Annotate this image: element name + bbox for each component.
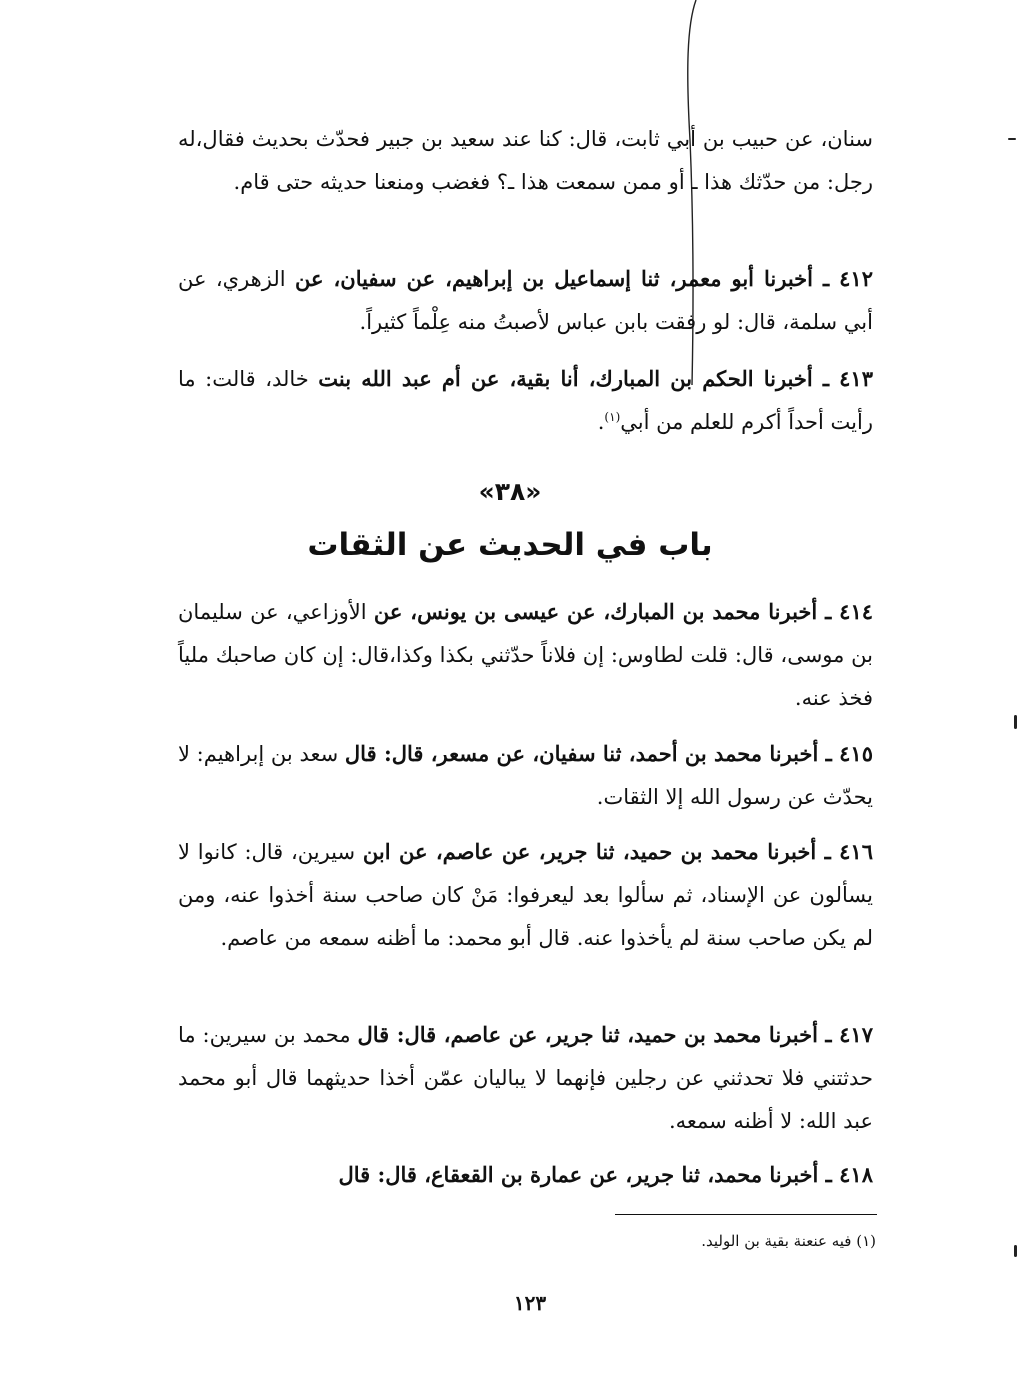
hadith-body: سيرين، قال: كانوا لا يسألون عن الإسناد، ثم سألوا بعد ليعرفوا: مَنْ كان صاحب سنة أخذوا عنه، ومن لم يكن صاحب سنة لم يأخذوا عنه. قال أبو محمد: ما أظنه سمعه من عاصم. <box>178 840 873 950</box>
paragraph-text: سنان، عن حبيب بن أبي ثابت، قال: كنا عند سعيد بن جبير فحدّث بحديث فقال،له رجل: من حدّثك هذا ـ أو ممن سمعت هذا ـ؟ فغضب ومنعنا حديثه حتى قام. <box>178 127 873 194</box>
footnote: (١) فيه عنعنة بقية بن الوليد. <box>701 1232 876 1250</box>
hadith-text <box>178 1013 873 1143</box>
hadith-414 <box>178 590 873 720</box>
hadith-text <box>178 590 873 720</box>
footnote-reference: (١) <box>604 410 621 424</box>
hadith-body: سعد بن إبراهيم: لا يحدّث عن رسول الله إلا الثقات. <box>178 742 873 809</box>
hadith-chain-lead: ٤١٣ ـ أخبرنا الحكم بن المبارك، أنا بقية، عن أم عبد الله بنت <box>318 366 873 391</box>
hadith-body: خالد، قالت: ما رأيت أحداً أكرم للعلم من أبي <box>178 367 873 434</box>
paragraph-continuation <box>178 118 873 204</box>
hadith-body: الأوزاعي، عن سليمان بن موسى، قال: قلت لطاوس: إن فلاناً حدّثني بكذا وكذا،قال: إن كان صاحبك ملياً فخذ عنه. <box>178 600 873 710</box>
scan-edge-mark <box>1014 715 1017 729</box>
hadith-text <box>178 1153 873 1197</box>
footnote-divider <box>615 1214 877 1215</box>
scan-edge-mark <box>1014 1245 1017 1257</box>
sentence-end: . <box>597 410 605 434</box>
hadith-body: محمد بن سيرين: ما حدثتني فلا تحدثني عن رجلين فإنهما لا يباليان عمّن أخذا حديثهما قال أبو محمد عبد الله: لا أظنه سمعه. <box>178 1023 873 1133</box>
hadith-418 <box>178 1153 873 1197</box>
hadith-chain-lead: ٤١٤ ـ أخبرنا محمد بن المبارك، عن عيسى بن يونس، عن <box>373 599 874 624</box>
hadith-chain-lead: ٤١٨ ـ أخبرنا محمد، ثنا جرير، عن عمارة بن القعقاع، قال: قال <box>338 1162 873 1187</box>
hadith-chain-lead: ٤١٢ ـ أخبرنا أبو معمر، ثنا إسماعيل بن إبراهيم، عن سفيان، عن <box>294 266 873 291</box>
hadith-412 <box>178 257 873 344</box>
page-number: ١٢٣ <box>513 1291 547 1315</box>
hadith-416 <box>178 830 873 960</box>
chapter-number: «٣٨» <box>478 477 542 506</box>
hadith-chain-lead: ٤١٧ ـ أخبرنا محمد بن حميد، ثنا جرير، عن عاصم، قال: قال <box>357 1022 873 1047</box>
hadith-413 <box>178 357 873 444</box>
chapter-title: باب في الحديث عن الثقات <box>307 527 713 563</box>
hadith-text <box>178 357 873 444</box>
hadith-chain-lead: ٤١٦ ـ أخبرنا محمد بن حميد، ثنا جرير، عن عاصم، عن ابن <box>362 839 873 864</box>
hadith-text <box>178 257 873 344</box>
hadith-415 <box>178 732 873 819</box>
scan-edge-mark <box>1008 138 1016 140</box>
hadith-text <box>178 732 873 819</box>
hadith-chain-lead: ٤١٥ ـ أخبرنا محمد بن أحمد، ثنا سفيان، عن مسعر، قال: قال <box>344 741 873 766</box>
hadith-text <box>178 830 873 960</box>
hadith-body: الزهري، عن أبي سلمة، قال: لو رفقت بابن عباس لأصبتُ منه عِلْماً كثيراً. <box>178 267 873 334</box>
hadith-417 <box>178 1013 873 1143</box>
